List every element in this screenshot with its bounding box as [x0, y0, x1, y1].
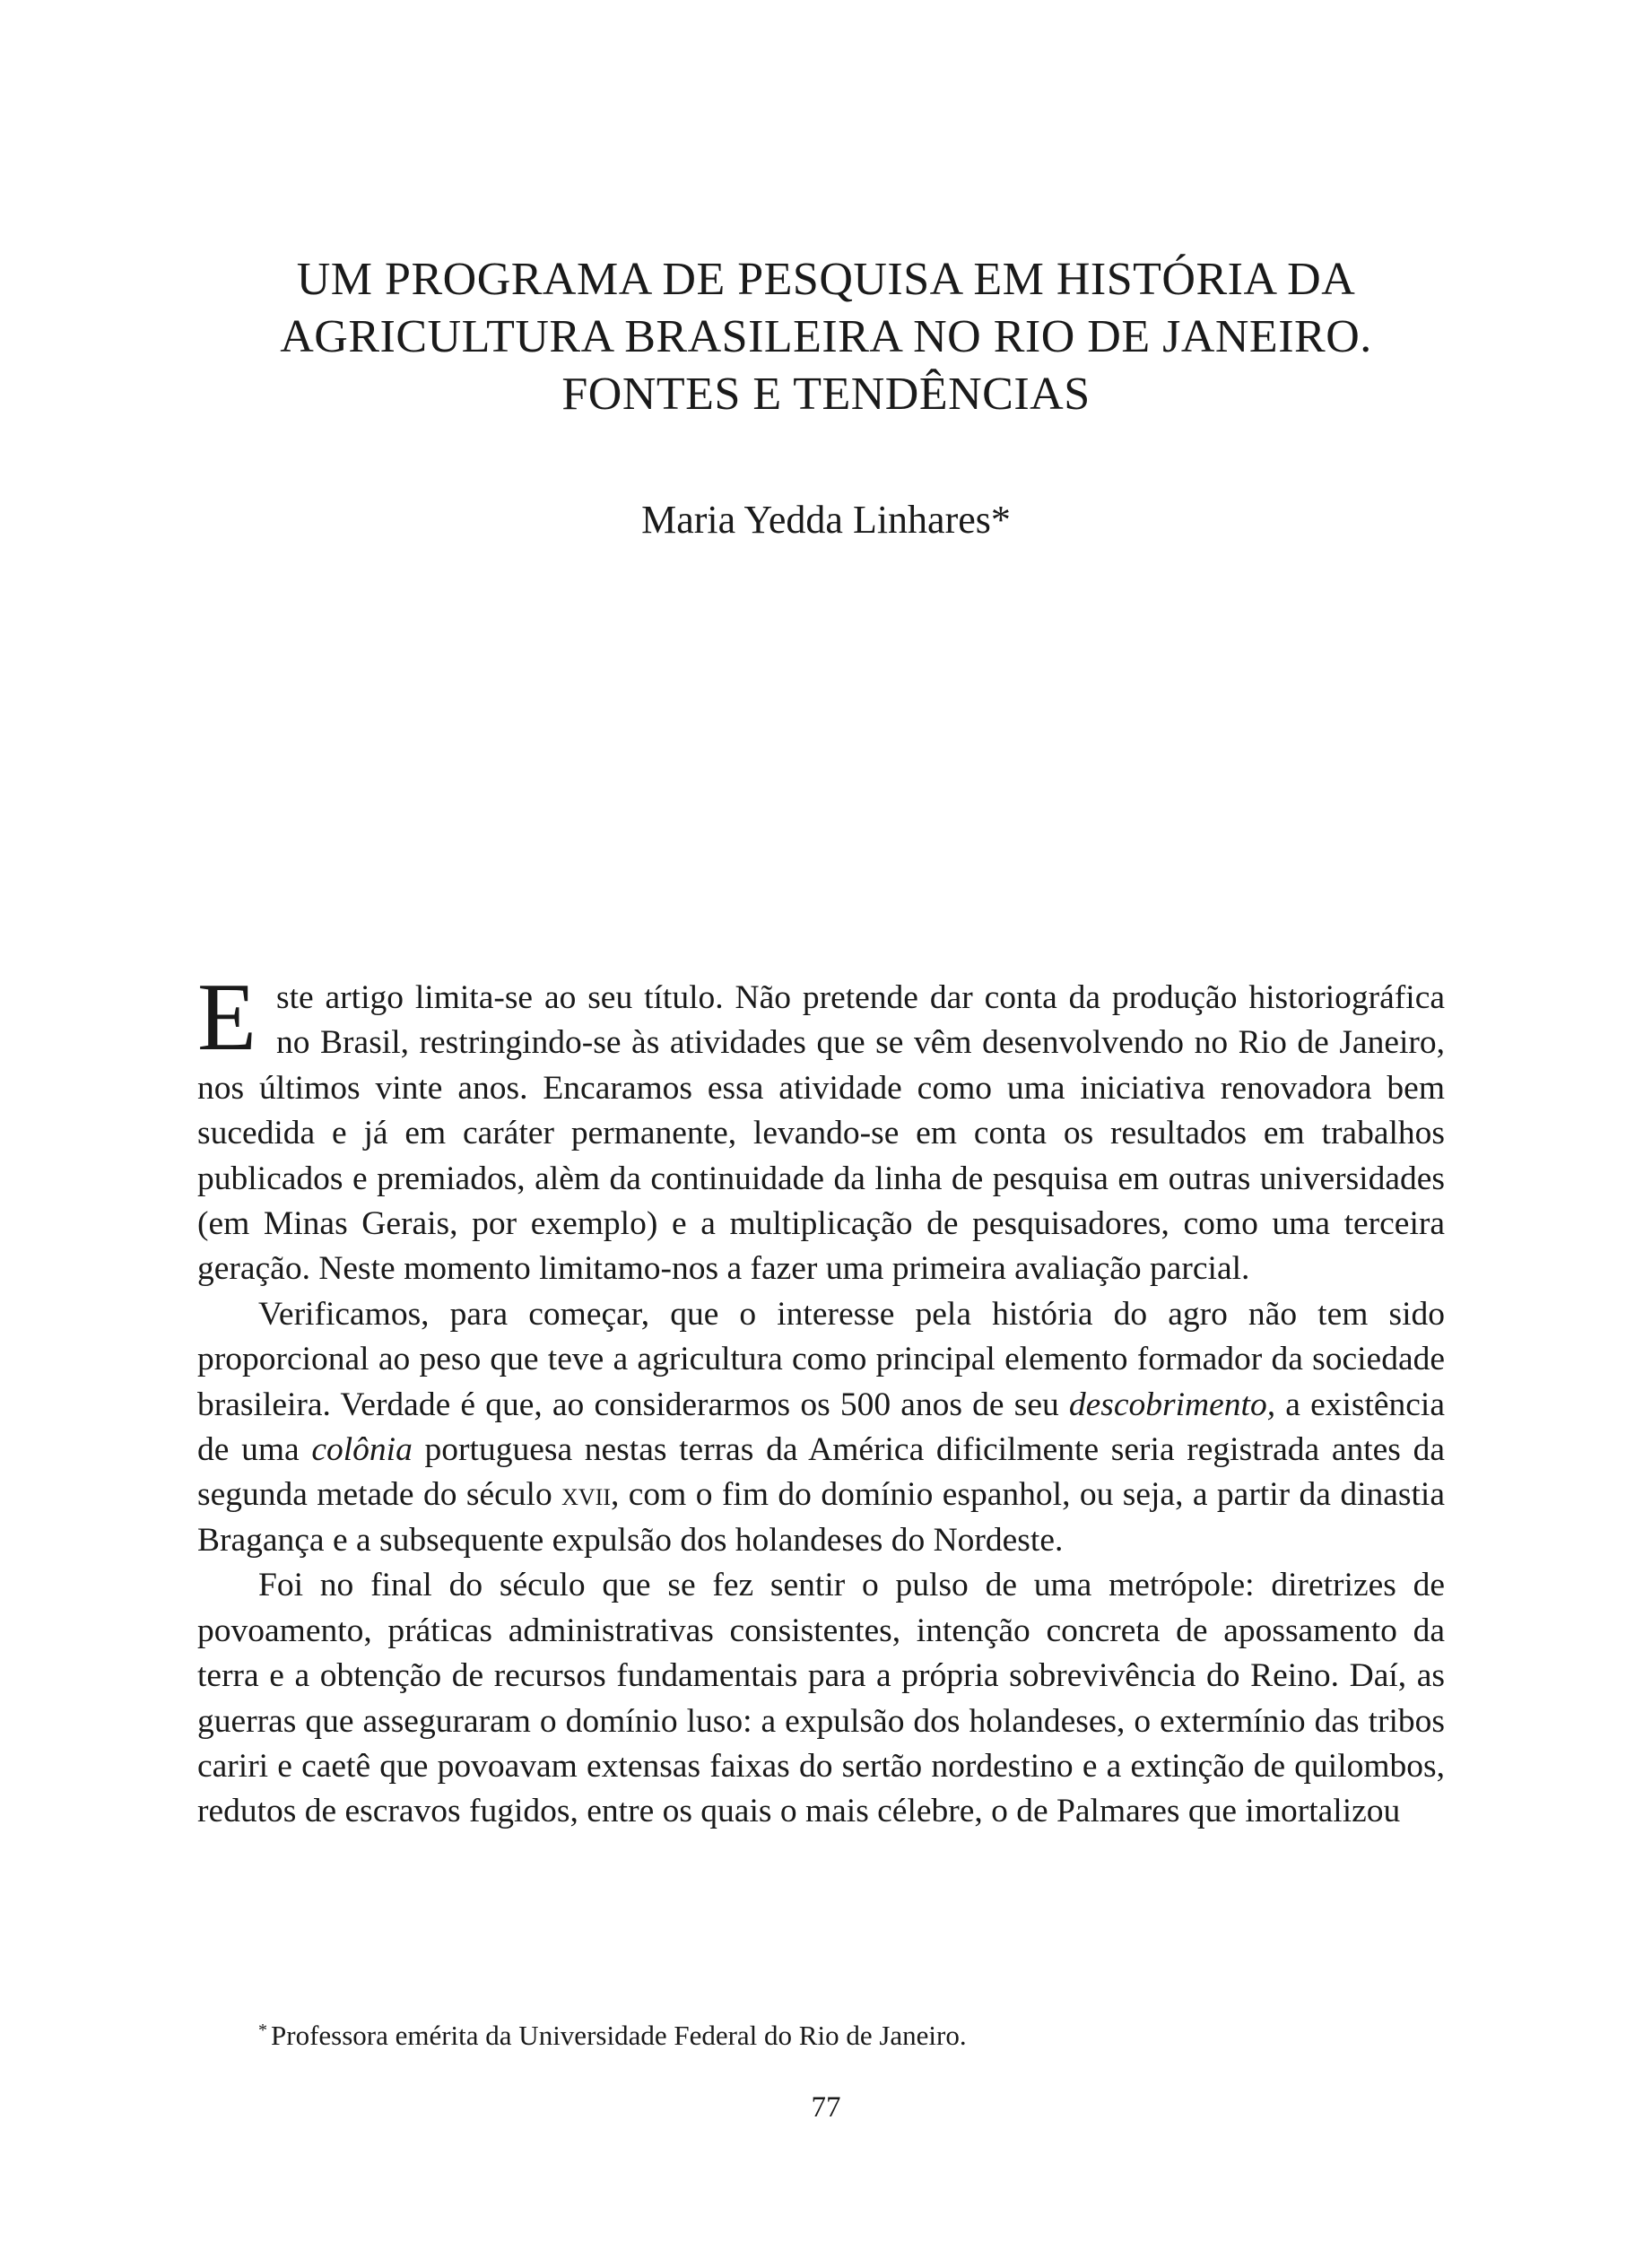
title-line-1: UM PROGRAMA DE PESQUISA EM HISTÓRIA DA — [296, 254, 1356, 305]
paragraph-2-text-a: Verificamos, para começar, que o interesse pela história do agro não tem sido proporcional ao peso que teve a agricultura como principal elemento formador da sociedade brasileira. Verdade é que, ao considerarmos os 500 anos de seu — [197, 1295, 1445, 1423]
paragraph-2 — [197, 1292, 1445, 1563]
footnote — [258, 2012, 967, 2054]
article-body — [197, 964, 1445, 1835]
paragraph-1 — [197, 964, 1445, 1292]
footnote-text: Professora emérita da Universidade Federal do Rio de Janeiro. — [271, 2020, 967, 2051]
paragraph-2-italic-colonia: colônia — [311, 1431, 413, 1469]
paragraph-3: Foi no final do século que se fez sentir o pulso de uma metrópole: diretrizes de povoamento, práticas administrativas consistentes, intenção concreta de apossamento da terra e a obtenção de recursos fundamentais para a própria sobrevivência do Reino. Daí, as guerras que asseguraram o domínio luso: a expulsão dos holandeses, o extermínio das tribos cariri e caetê que povoavam extensas faixas do sertão nordestino e a extinção de quilombos, redutos de escravos fugidos, entre os quais o mais célebre, o de Palmares que imortalizou — [197, 1567, 1445, 1830]
paragraph-2-text-c: a existência de uma — [197, 1386, 1445, 1469]
paragraph-1-text: ste artigo limita-se ao seu título. Não pretende dar conta da produção historiográfica no Brasil, restringindo-se às atividades que se vêm desenvolvendo no Rio de Janeiro, nos últimos vinte anos. Encaramos essa atividade como uma iniciativa renovadora bem sucedida e já em caráter permanente, levando-se em conta os resultados em trabalhos publicados e premiados, alèm da continuidade da linha de pesquisa em outras universidades (em Minas Gerais, por exemplo) e a multiplicação de pesquisadores, como uma terceira geração. Neste momento limitamo-nos a fazer uma primeira avaliação parcial. — [197, 979, 1445, 1288]
paragraph-2-italic-descobrimento: descobrimento, — [1068, 1386, 1276, 1423]
article-title — [179, 251, 1473, 423]
paragraph-2-text-e: portuguesa nestas terras da América dificilmente seria registrada antes da segunda metade do século — [197, 1431, 1445, 1514]
title-line-3: FONTES E TENDÊNCIAS — [561, 369, 1091, 420]
paragraph-2-text-g: , com o fim do domínio espanhol, ou seja, a partir da dinastia Bragança e a subsequente expulsão dos holandeses do Nordeste. — [197, 1476, 1445, 1559]
drop-cap: E — [197, 964, 256, 1071]
author-name: Maria Yedda Linhares* — [641, 498, 1011, 542]
page-number: 77 — [811, 2091, 841, 2124]
paragraph-2-century-numeral: xvii — [561, 1476, 611, 1514]
footnote-marker: * — [258, 2020, 267, 2040]
title-line-2: AGRICULTURA BRASILEIRA NO RIO DE JANEIRO. — [280, 311, 1372, 362]
